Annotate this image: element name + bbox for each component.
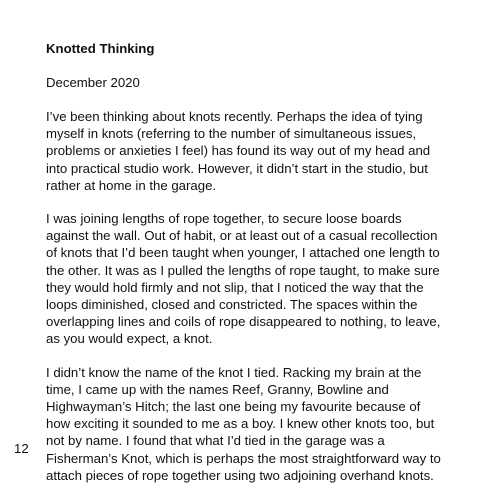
paragraph: I’ve been thinking about knots recently. Perhaps the idea of tying myself in knots (referring to the number of simultaneous issues, problems or anxieties I feel) has found its way out of my head and into practical studio work. However, it didn’t start in the studio, but rather at home in the garage.: [46, 109, 431, 193]
page-number: 12: [14, 441, 29, 456]
document-date: December 2020: [46, 75, 140, 90]
paragraph: I didn’t know the name of the knot I tied. Racking my brain at the time, I came up with the names Reef, Granny, Bowline and Highwayman’s Hitch; the last one being my favourite because of how exciting it sounded to me as a boy. I knew other knots too, but not by name. I found that what I’d tied in the garage was a Fisherman’s Knot, which is perhaps the most straightforward way to attach pieces of rope together using two adjoining overhand knots.: [46, 364, 441, 483]
document-page: [46, 40, 441, 484]
paragraph: I was joining lengths of rope together, to secure loose boards against the wall. Out of habit, or at least out of a casual recollection of knots that I’d been taught when younger, I attached one length to the other. It was as I pulled the lengths of rope taught, to make sure they would hold firmly and not slip, that I noticed the way that the loops diminished, closed and constricted. The spaces within the overlapping lines and coils of rope disappeared to nothing, to leave, as you would expect, a knot.: [46, 211, 441, 347]
document-title: Knotted Thinking: [46, 41, 155, 56]
